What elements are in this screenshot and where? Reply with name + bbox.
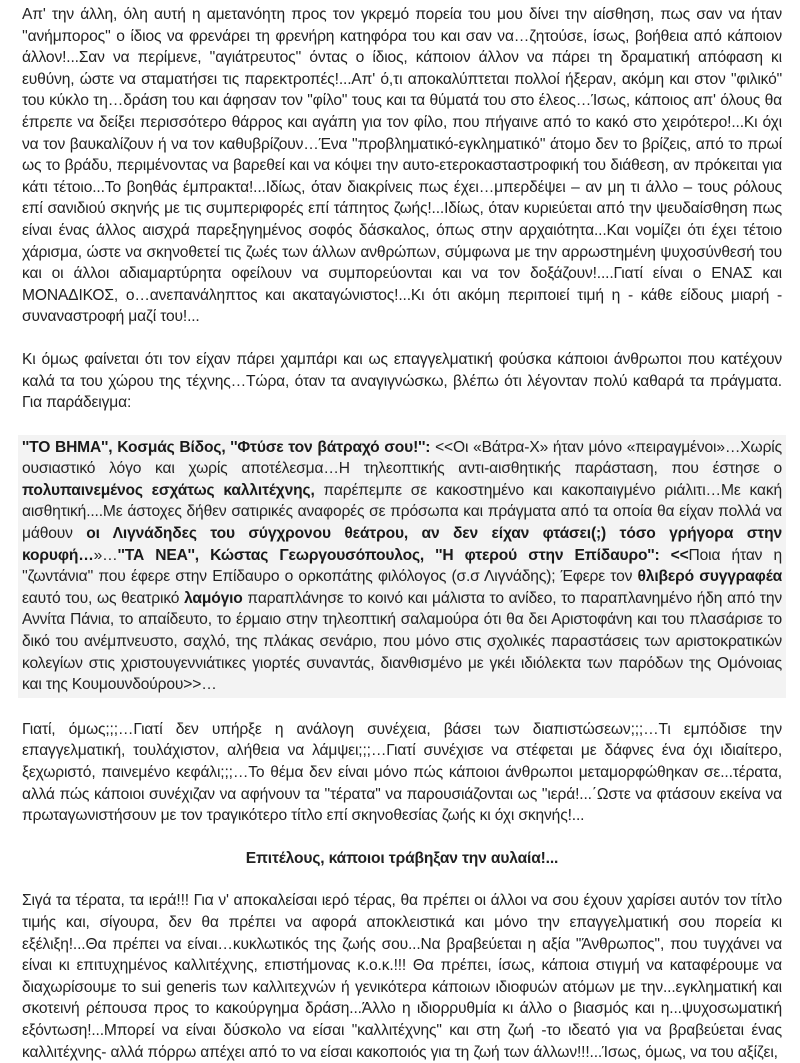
quote-text: εαυτό του, ως θεατρικό bbox=[22, 589, 185, 607]
quote-emphasis: λαμόγιο bbox=[184, 589, 243, 607]
quote-text: παρέπεμπε σε κακοστημένο και κακοπαιγμένο ριάλιτι…Με κακή αισθητική....Με άστοχες δήθεν σατιρικές αναφορές σε πρόσωπα και πράγματα από τα οποία θα είχαν πολλά να μάθουν bbox=[22, 481, 782, 543]
section-heading: Επιτέλους, κάποιοι τράβηξαν την αυλαία!... bbox=[245, 849, 559, 867]
quote-source-vima: ''ΤΟ ΒΗΜΑ'', Κοσμάς Βίδος, ''Φτύσε τον βάτραχό σου!'': bbox=[22, 438, 431, 456]
quote-emphasis: πολυπαινεμένος εσχάτως καλλιτέχνης, bbox=[22, 481, 315, 499]
paragraph-critics-intro: Κι όμως φαίνεται ότι τον είχαν πάρει χαμπάρι και ως επαγγελματική φούσκα κάποιοι άνθρωποι που κατέχουν καλά τα του χώρου της τέχνης…Τώρα, όταν τα αναγιγνώσκω, βλέπω ότι λέγονταν πολύ καθαρά τα πράγματα. Για παράδειγμα: bbox=[22, 350, 782, 412]
paragraph-spacer bbox=[22, 698, 782, 719]
paragraph-intro: Απ' την άλλη, όλη αυτή η αμετανόητη προς τον γκρεμό πορεία του μου δίνει την αίσθηση, πως σαν να ήταν ''ανήμπορος'' ο ίδιος να φρενάρει τη φρενήρη κατηφόρα του και σαν να…ζητούσε, ίσως, βοήθεια από κάποιον άλλον!...Σαν να περίμενε, ''αγιάτρευτος'' όντας ο ίδιος, κάποιον άλλον να πάρει τη δραματική απόφαση κι ευθύνη, ώστε να σταματήσει τις παρεκτροπές!...Απ' ό,τι αποκαλύπτεται πολλοί ήξεραν, ακόμη και στον "φιλικό" του κύκλο τη…δράση του και άφησαν τον "φίλο" τους και τα θύματά του στο έλεος…Ίσως, κάποιος απ' όλους θα έπρεπε να δείξει περισσότερο θάρρος και αγάπη για τον φίλο, που πήγαινε από το κακό στο χειρότερο!...Κι όχι να τον βαυκαλίζουν ή να τον καθυβρίζουν…Ένα ''προβληματικό-εγκληματικό'' άτομο δεν το βρίζεις, από το πρωί ως το βράδυ, περιμένοντας να βαρεθεί και να κόψει την αυτο-ετεροκασταστροφική του διάθεση, αν πρόκειται για κάτι τέτοιο...Το βοηθάς έμπρακτα!...Ιδίως, όταν διακρίνεις πως έχει…μπερδέψει – αν μη τι άλλο – τους ρόλους επί σανιδιού σκηνής με τις συμπεριφορές επί τάπητος ζωής!...Ιδίως, όταν κυριεύεται από την ψευδαίσθηση πως είναι ένας άλλος αισχρά παρεξηγημένος σοφός δάσκαλος, όπως στην αρχαιότητα...Και νομίζει ότι έχει τέτοιο χάρισμα, ώστε να σκηνοθετεί τις ζωές των άλλων ανθρώπων, σύμφωνα με την αρρωστημένη ψυχοσύνθεσή του και οι άλλοι αδιαμαρτύρητα οφείλουν να συμπορεύονται και να τον δοξάζουν!....Γιατί είναι ο ΕΝΑΣ και ΜΟΝΑΔΙΚΟΣ, ο…ανεπανάληπτος και ακαταγώνιστος!...Κι ότι ακόμη περιποιεί τιμή η - κάθε είδους μιαρή - συναναστροφή μαζί του!... bbox=[22, 6, 782, 326]
paragraph-questions: Γιατί, όμως;;;…Γιατί δεν υπήρξε η ανάλογη συνέχεια, βάσει των διαπιστώσεων;;;…Τι εμπόδισε την επαγγελματική, τουλάχιστον, αλήθεια να λάμψει;;;…Γιατί συνέχισε να στέφεται με δάφνες ένα όχι ιδιαίτερο, ξεχωριστό, παινεμένο κεφάλι;;;…Το θέμα δεν είναι μόνο πώς κάποιοι άνθρωποι μεταμορφώθηκαν σε...τέρατα, αλλά πώς κάποιοι συνέχιζαν να αφήνουν τα ''τέρατα'' να παρουσιάζονται ως ''ιερά!...΄Ωστε να φτάσουν εκείνα να πρωταγωνιστήσουν με τον τραγικότερο τίτλο επί σκηνοθεσίας ζωής κι όχι σκηνής!... bbox=[22, 720, 782, 825]
paragraph-spacer bbox=[22, 414, 782, 435]
quote-text: παραπλάνησε το κοινό και μάλιστα το ανίδεο, το παραπλανημένο ήδη από την Αννίτα Πάνια, το απαίδευτο, το έρμαιο στην τηλεοπτική σαλαμούρα ότι θα δει Αριστοφάνη και του πλασάρισε το δικό του ανέμπνευστο, σαχλό, της πλάκας σενάριο, που μόνο στις σχολικές παραστάσεις των αριστοκρατικών κολεγίων στις χριστουγεννιάτικες γιορτές συναντάς, διανθισμένο με γκέι ιδιόλεκτα των παρόδων της Ομόνοιας και της Κουμουνδούρου>>… bbox=[22, 589, 782, 694]
paragraph-spacer bbox=[22, 827, 782, 848]
quote-emphasis: θλιβερό συγγραφέα bbox=[637, 568, 783, 586]
paragraph-spacer bbox=[22, 869, 782, 890]
quote-emphasis: οι Λιγνάδηδες του σύγχρονου θεάτρου, αν δεν είχαν φτάσει(;) τόσο γρήγορα στην κορυφή… bbox=[22, 525, 782, 564]
quote-text: <<Οι «Βάτρα-Χ» ήταν μόνο «πειραγμένοι»…Χωρίς ουσιαστικό λόγο και χωρίς αποτέλεσμα…Η τηλεοπτικής αντι-αισθητικής παράσταση, που έστησε ο bbox=[22, 438, 782, 478]
quote-text: Ποια ήταν η ''ζωντάνια'' που έφερε στην Επίδαυρο ο ορκοπάτης φιλόλογος (σ.σ Λιγνάδης); Έφερε τον bbox=[22, 546, 782, 586]
quote-text: »… bbox=[93, 546, 118, 564]
paragraph-spacer bbox=[22, 328, 782, 349]
paragraph-conclusion: Σιγά τα τέρατα, τα ιερά!!! Για ν' αποκαλείσαι ιερό τέρας, θα πρέπει οι άλλοι να σου έχουν χαρίσει αυτόν τον τίτλο τιμής και, σίγουρα, δεν θα πρέπει να αφορά αποκλειστικά και μόνο την επαγγελματική σου πορεία κι εξέλιξη!...Θα πρέπει να είναι…κυκλωτικός της ζωής σου...Να βραβεύεται η αξία ''Άνθρωπος'', που τυγχάνει να είναι κι επιτυχημένος καλλιτέχνης, επιστήμονας κ.ο.κ.!!! Θα πρέπει, ίσως, κάποια στιγμή να καταφέρουμε να διαχωρίσουμε το sui generis των καλλιτεχνών ή γενικότερα κάποιων ιδιοφυών ατόμων με την...εγκληματική και σκοτεινή ρέπουσα προς το κακούργημα δράση...Άλλο η ιδιορρυθμία κι άλλο ο βιασμός και η...ψυχοσωματική εξόντωση!...Μπορεί να είναι δύσκολο να είσαι "καλλιτέχνης" και στη ζωή -το ιδεατό για να βραβεύεται ένας καλλιτέχνης- αλλά πόρρω απέχει από το να είσαι κακοποιός για τη ζωή των άλλων!!!...Ίσως, όμως, να του αξίζει, bbox=[22, 892, 782, 1061]
quote-source-nea: ''ΤΑ ΝΕΑ'', Κώστας Γεωργουσόπουλος, ''Η φτερού στην Επίδαυρο'': << bbox=[117, 546, 689, 564]
press-quote-block bbox=[18, 435, 786, 698]
